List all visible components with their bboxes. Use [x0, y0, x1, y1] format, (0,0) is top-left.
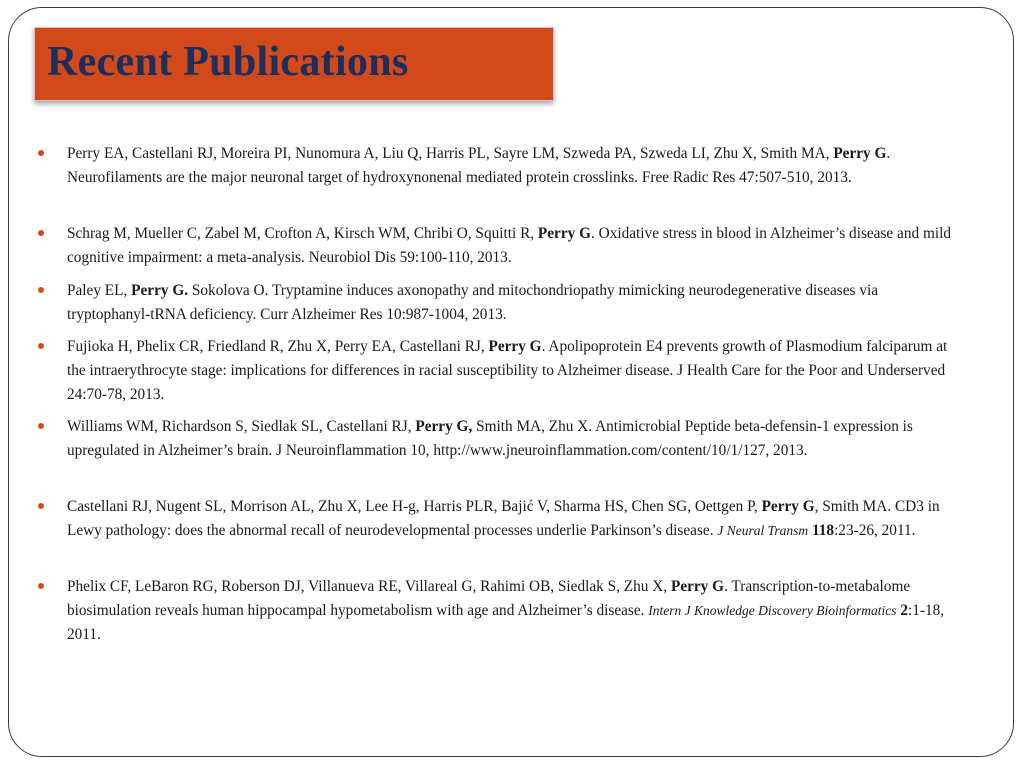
journal-name: J Neural Transm [717, 523, 809, 538]
bullet-dot-icon [38, 150, 44, 156]
publication-text: Schrag M, Mueller C, Zabel M, Crofton A, Kirsch WM, Chribi O, Squitti R, Perry G. Oxidative stress in blood in Alzheimer’s disease and mild cognitive impairment: a meta-analysis. Neurobiol Dis 59:100-110, 2013. [67, 225, 952, 266]
publication-text: Williams WM, Richardson S, Siedlak SL, Castellani RJ, Perry G, Smith MA, Zhu X. Antimicrobial Peptide beta-defensin-1 expression is upregulated in Alzheimer’s brain. J Neuroinflammation 10, http://www.jneuroinflammation.com/content/10/1/127, 2013. [67, 418, 913, 459]
bullet-dot-icon [38, 583, 44, 589]
author-highlight: Perry G, [415, 418, 473, 435]
author-highlight: Perry G [488, 338, 542, 355]
bullet-dot-icon [38, 503, 44, 509]
bullet-dot-icon [38, 343, 44, 349]
publication-text: Paley EL, Perry G. Sokolova O. Tryptamine induces axonopathy and mitochondriopathy mimicking neurodegenerative diseases via tryptophanyl-tRNA deficiency. Curr Alzheimer Res 10:987-1004, 2013. [67, 282, 879, 323]
bullet-dot-icon [38, 287, 44, 293]
author-highlight: Perry G [761, 498, 815, 515]
author-highlight: Perry G [670, 578, 725, 595]
journal-name: Intern J Knowledge Discovery Bioinformatics [648, 603, 897, 618]
publication-text: Phelix CF, LeBaron RG, Roberson DJ, Villanueva RE, Villareal G, Rahimi OB, Siedlak S, Zhu X, Perry G. Transcription-to-metabalome biosimulation reveals human hippocampal hypometabolism with age and Alzheimer’s disease. Intern J Knowledge Discovery Bioinformatics 2:1-18, 2011. [67, 578, 945, 643]
page-title: Recent Publications [47, 39, 409, 85]
author-highlight: Perry G [537, 225, 592, 242]
publication-text: Castellani RJ, Nugent SL, Morrison AL, Zhu X, Lee H-g, Harris PLR, Bajić V, Sharma HS, Chen SG, Oettgen P, Perry G, Smith MA. CD3 in Lewy pathology: does the abnormal recall of neurodevelopmental processes underlie Parkinson’s disease. J Neural Transm 118:23-26, 2011. [67, 498, 940, 539]
author-highlight: Perry G. [131, 282, 189, 299]
publication-text: Perry EA, Castellani RJ, Moreira PI, Nunomura A, Liu Q, Harris PL, Sayre LM, Szweda PA, Szweda LI, Zhu X, Smith MA, Perry G. Neurofilaments are the major neuronal target of hydroxynonenal mediated protein crosslinks. Free Radic Res 47:507-510, 2013. [67, 145, 891, 186]
journal-volume: 2 [900, 602, 908, 619]
bullet-dot-icon [38, 230, 44, 236]
journal-volume: 118 [811, 522, 835, 539]
author-highlight: Perry G [833, 145, 887, 162]
publication-text: Fujioka H, Phelix CR, Friedland R, Zhu X, Perry EA, Castellani RJ, Perry G. Apolipoprotein E4 prevents growth of Plasmodium falciparum at the intraerythrocyte stage: implications for differences in racial susceptibility to Alzheimer disease. J Health Care for the Poor and Underserved 24:70-78, 2013. [67, 338, 948, 403]
bullet-dot-icon [38, 423, 44, 429]
